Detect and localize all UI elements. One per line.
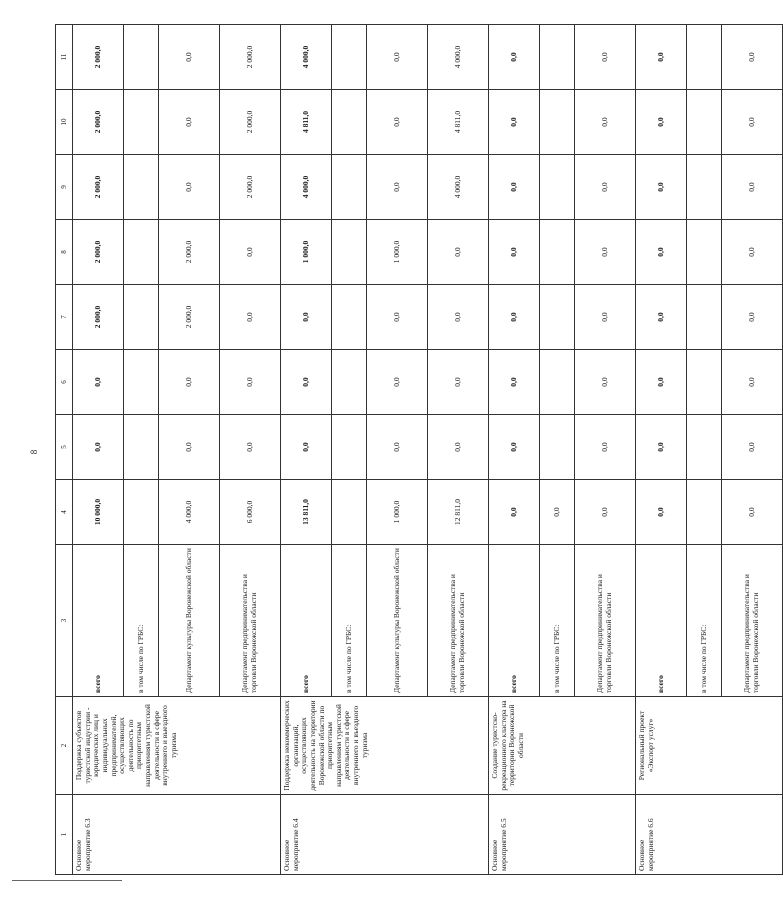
value-cell: 0,0 [722,90,783,155]
column-header: 10 [56,90,73,155]
value-cell: 0,0 [489,155,540,220]
value-cell: 0,0 [428,285,489,350]
value-cell [124,350,159,415]
value-cell: 1 000,0 [281,220,332,285]
measure-description: Поддержка некоммерческих организаций, осуществляющих деятельность на территории Воронежской области по приоритетным направлениям туристской деятельности в сфере внутреннего и въездного туризма [281,697,489,795]
value-cell: 2 000,0 [220,90,281,155]
column-header: 1 [56,795,73,875]
measure-description: Региональный проект «Экспорт услуг» [636,697,783,795]
value-cell: 0,0 [575,25,636,90]
value-cell [332,25,367,90]
row-label: всего [489,545,540,697]
row-label: в том числе по ГРБС: [687,545,722,697]
value-cell: 0,0 [159,350,220,415]
value-cell: 0,0 [367,415,428,480]
value-cell: 0,0 [636,155,687,220]
value-cell [332,415,367,480]
value-cell: 2 000,0 [159,285,220,350]
value-cell: 0,0 [722,220,783,285]
value-cell: 0,0 [281,285,332,350]
value-cell: 0,0 [367,155,428,220]
measure-code: Основное мероприятие 6.6 [636,795,783,875]
value-cell: 0,0 [636,25,687,90]
value-cell [687,415,722,480]
value-cell: 0,0 [636,220,687,285]
value-cell: 0,0 [281,415,332,480]
value-cell: 13 811,0 [281,480,332,545]
value-cell: 0,0 [220,285,281,350]
value-cell: 2 000,0 [73,25,124,90]
value-cell: 0,0 [159,155,220,220]
value-cell: 1 000,0 [367,480,428,545]
value-cell [124,25,159,90]
measure-code: Основное мероприятие 6.5 [489,795,636,875]
header-row [56,25,73,875]
value-cell: 0,0 [575,155,636,220]
value-cell: 0,0 [489,25,540,90]
column-header: 2 [56,697,73,795]
value-cell: 0,0 [220,350,281,415]
value-cell [332,285,367,350]
value-cell [687,90,722,155]
value-cell [332,220,367,285]
value-cell: 4 811,0 [428,90,489,155]
value-cell [332,480,367,545]
value-cell: 2 000,0 [73,285,124,350]
value-cell: 0,0 [489,350,540,415]
column-header: 3 [56,545,73,697]
column-header: 9 [56,155,73,220]
value-cell: 12 811,0 [428,480,489,545]
value-cell: 4 000,0 [428,25,489,90]
value-cell [332,155,367,220]
value-cell: 4 000,0 [281,155,332,220]
budget-table-sheet [55,25,760,875]
value-cell [540,415,575,480]
value-cell: 0,0 [367,90,428,155]
value-cell: 4 811,0 [281,90,332,155]
value-cell: 0,0 [159,90,220,155]
table-row [281,25,332,875]
table-row [636,25,687,875]
budget-table [55,24,783,875]
row-label: Департамент предпринимательства и торговли Воронежской области [722,545,783,697]
row-label: всего [73,545,124,697]
value-cell: 0,0 [575,480,636,545]
value-cell: 2 000,0 [73,220,124,285]
row-label: Департамент предпринимательства и торговли Воронежской области [220,545,281,697]
value-cell: 0,0 [636,415,687,480]
value-cell: 0,0 [722,155,783,220]
value-cell: 0,0 [575,350,636,415]
measure-description: Поддержка субъектов туристской индустрии - юридических лиц и индивидуальных предпринимателей, осуществляющих деятельность по приоритетным направлениям туристской деятельности в сфере внутреннего и выездного туризма [73,697,281,795]
measure-code: Основное мероприятие 6.4 [281,795,489,875]
row-label: в том числе по ГРБС: [332,545,367,697]
column-header: 7 [56,285,73,350]
value-cell: 6 000,0 [220,480,281,545]
value-cell: 0,0 [367,350,428,415]
row-label: Департамент культуры Воронежской области [367,545,428,697]
value-cell [124,415,159,480]
value-cell: 0,0 [575,220,636,285]
value-cell: 0,0 [428,415,489,480]
row-label: Департамент предпринимательства и торговли Воронежской области [428,545,489,697]
footer-rule [12,880,122,881]
column-header: 11 [56,25,73,90]
value-cell: 0,0 [636,350,687,415]
value-cell: 2 000,0 [73,90,124,155]
table-row [489,25,540,875]
value-cell [687,350,722,415]
value-cell: 0,0 [281,350,332,415]
value-cell [124,285,159,350]
column-header: 6 [56,350,73,415]
value-cell: 0,0 [540,480,575,545]
column-header: 5 [56,415,73,480]
value-cell: 0,0 [220,220,281,285]
value-cell [124,220,159,285]
value-cell [687,25,722,90]
value-cell: 0,0 [575,285,636,350]
value-cell: 0,0 [428,350,489,415]
value-cell [540,90,575,155]
value-cell: 4 000,0 [281,25,332,90]
measure-code: Основное мероприятие 6.3 [73,795,281,875]
value-cell: 0,0 [722,415,783,480]
value-cell [124,90,159,155]
value-cell [124,155,159,220]
value-cell: 10 000,0 [73,480,124,545]
value-cell: 0,0 [73,415,124,480]
value-cell: 0,0 [489,415,540,480]
value-cell [540,220,575,285]
row-label: всего [636,545,687,697]
value-cell: 0,0 [722,480,783,545]
value-cell: 0,0 [367,25,428,90]
value-cell: 0,0 [428,220,489,285]
value-cell: 0,0 [159,25,220,90]
value-cell: 0,0 [73,350,124,415]
value-cell [332,350,367,415]
table-row [73,25,124,875]
value-cell: 0,0 [220,415,281,480]
row-label: Департамент культуры Воронежской области [159,545,220,697]
value-cell: 2 000,0 [159,220,220,285]
value-cell: 2 000,0 [220,25,281,90]
row-label: в том числе по ГРБС: [124,545,159,697]
value-cell: 0,0 [489,90,540,155]
value-cell: 0,0 [575,90,636,155]
value-cell [540,155,575,220]
value-cell: 0,0 [636,90,687,155]
value-cell [540,350,575,415]
value-cell: 2 000,0 [220,155,281,220]
value-cell: 0,0 [159,415,220,480]
page-number: 8 [29,449,39,455]
row-label: в том числе по ГРБС: [540,545,575,697]
value-cell [687,155,722,220]
value-cell: 0,0 [636,285,687,350]
value-cell: 0,0 [722,350,783,415]
value-cell: 4 000,0 [428,155,489,220]
value-cell [332,90,367,155]
value-cell: 4 000,0 [159,480,220,545]
value-cell [540,25,575,90]
value-cell [687,220,722,285]
value-cell: 0,0 [575,415,636,480]
value-cell [687,480,722,545]
column-header: 8 [56,220,73,285]
measure-description: Создание туристско-рекреационного кластера на территории Воронежской области [489,697,636,795]
value-cell [124,480,159,545]
row-label: Департамент предпринимательства и торговли Воронежской области [575,545,636,697]
value-cell: 0,0 [367,285,428,350]
row-label: всего [281,545,332,697]
column-header: 4 [56,480,73,545]
value-cell: 0,0 [489,285,540,350]
value-cell [540,285,575,350]
value-cell: 0,0 [489,480,540,545]
value-cell: 0,0 [722,285,783,350]
value-cell: 0,0 [636,480,687,545]
value-cell: 0,0 [489,220,540,285]
value-cell [687,285,722,350]
value-cell: 0,0 [722,25,783,90]
value-cell: 2 000,0 [73,155,124,220]
value-cell: 1 000,0 [367,220,428,285]
